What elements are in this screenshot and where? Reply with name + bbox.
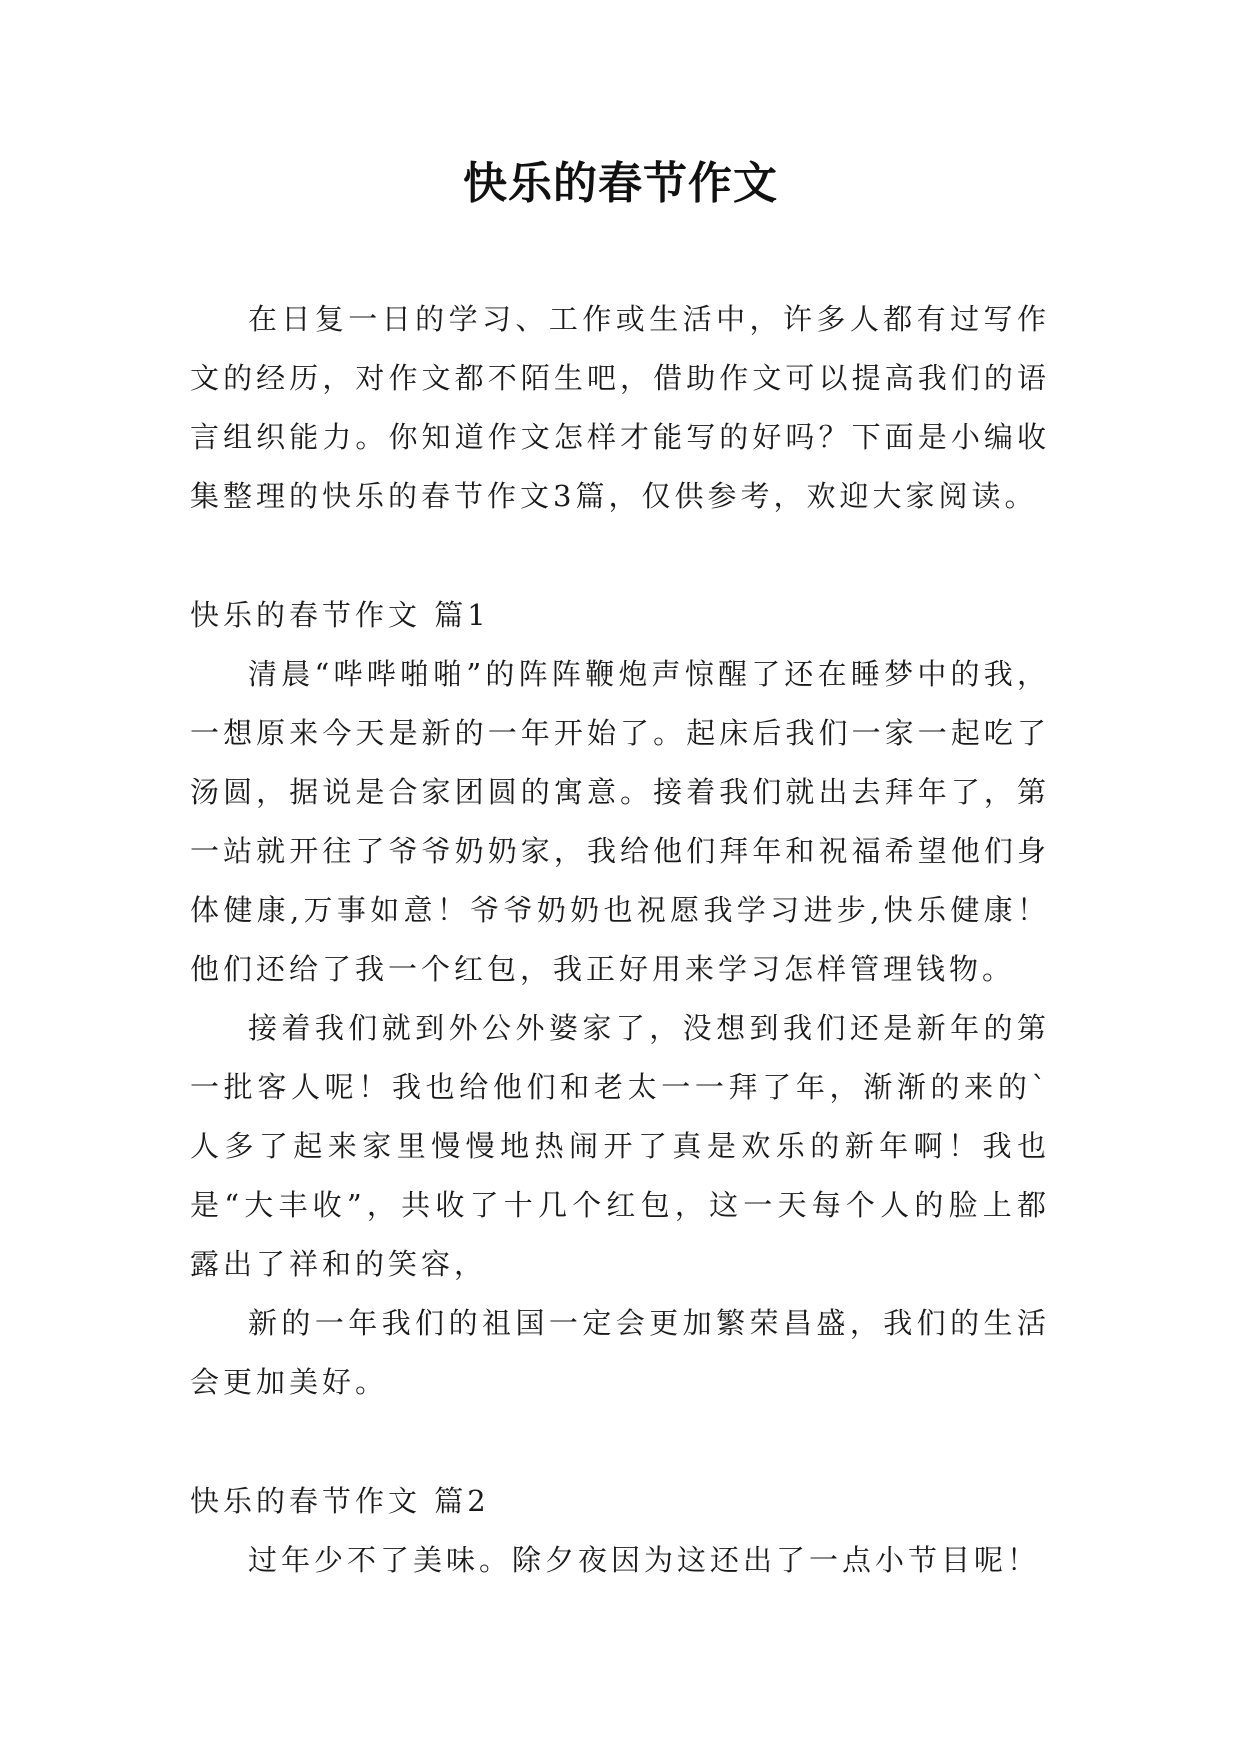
section-1-paragraph-3: 新的一年我们的祖国一定会更加繁荣昌盛，我们的生活会更加美好。 xyxy=(190,1306,1050,1399)
document-title: 快乐的春节作文 xyxy=(463,158,778,209)
intro-paragraph: 在日复一日的学习、工作或生活中，许多人都有过写作文的经历，对作文都不陌生吧，借助作文可以提高我们的语言组织能力。你知道作文怎样才能写的好吗？下面是小编收集整理的快乐的春节作文3篇，仅供参考，欢迎大家阅读。 xyxy=(190,302,1050,513)
section-1-paragraph-2: 接着我们就到外公外婆家了，没想到我们还是新年的第一批客人呢！我也给他们和老太一一拜了年，渐渐的来的`人多了起来家里慢慢地热闹开了真是欢乐的新年啊！我也是“大丰收”，共收了十几个红包，这一天每个人的脸上都露出了祥和的笑容， xyxy=(190,1011,1050,1281)
section-spacer xyxy=(190,1412,1050,1472)
section-1-heading: 快乐的春节作文 篇1 xyxy=(190,598,490,632)
section-2-paragraph-1: 过年少不了美味。除夕夜因为这还出了一点小节目呢！ xyxy=(248,1543,1041,1577)
section-1-paragraph-1: 清晨“哔哔啪啪”的阵阵鞭炮声惊醒了还在睡梦中的我，一想原来今天是新的一年开始了。起床后我们一家一起吃了汤圆，据说是合家团圆的寓意。接着我们就出去拜年了，第一站就开往了爷爷奶奶家，我给他们拜年和祝福希望他们身体健康,万事如意！爷爷奶奶也祝愿我学习进步,快乐健康！他们还给了我一个红包，我正好用来学习怎样管理钱物。 xyxy=(190,657,1050,986)
section-spacer xyxy=(190,526,1050,586)
section-1 xyxy=(190,586,1050,1412)
section-2-heading: 快乐的春节作文 篇2 xyxy=(190,1484,490,1518)
document-body xyxy=(190,290,1050,1590)
section-2 xyxy=(190,1472,1050,1590)
